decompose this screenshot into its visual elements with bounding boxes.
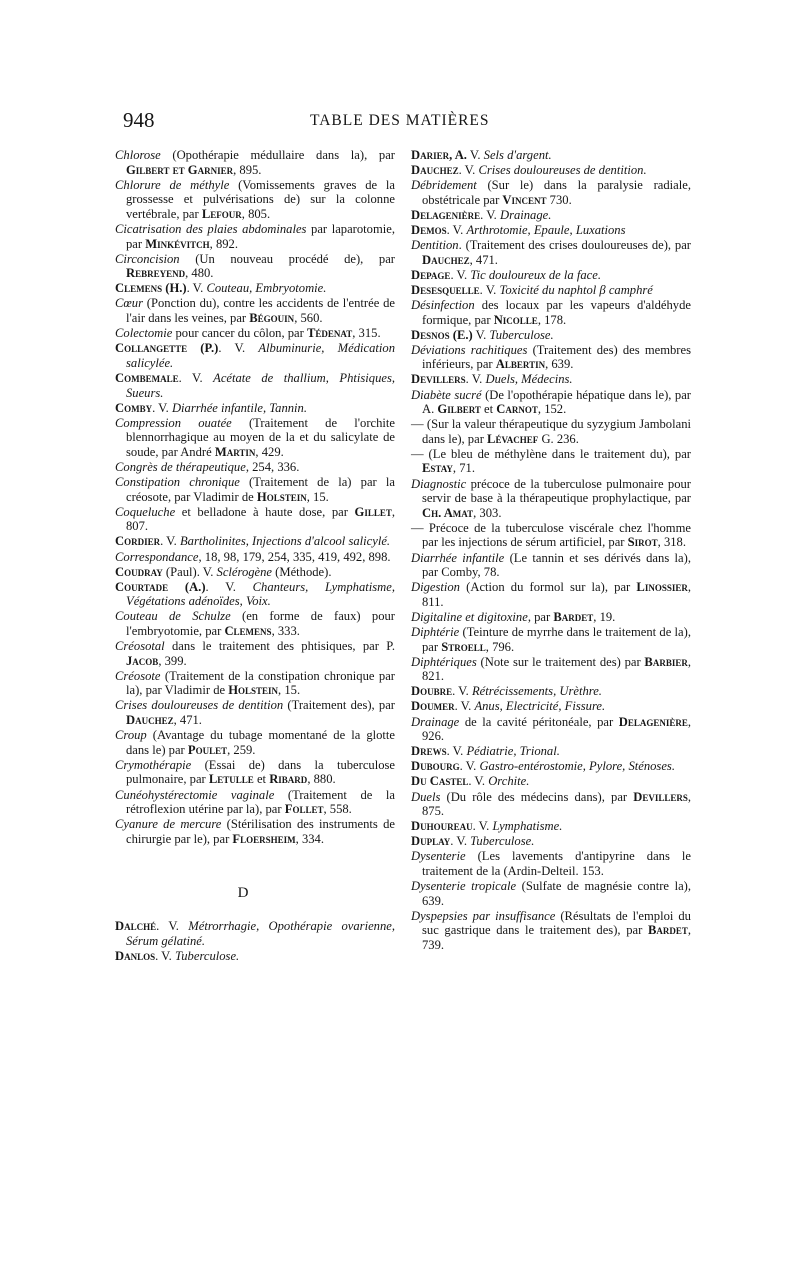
entry-text: . V. (458, 163, 479, 178)
entry-author: Dalché (115, 919, 157, 933)
entries-c (115, 148, 395, 846)
entry-text: . V. (472, 819, 493, 834)
entry-text: , 15. (278, 683, 301, 698)
entry-author: Gilbert (437, 402, 481, 417)
entry-term: Tuberculose. (174, 948, 240, 963)
entry-author: Delagenière (411, 207, 481, 222)
index-entry (115, 341, 395, 370)
index-entry (411, 684, 691, 699)
entry-term: Diarrhée infantile, Tannin. (171, 400, 307, 415)
entry-term: Lymphatisme. (492, 819, 563, 834)
entry-author: Stroell (441, 639, 486, 654)
index-entry (411, 163, 691, 178)
entry-text: , 926. (422, 714, 691, 744)
index-entry (115, 788, 395, 817)
index-entry (411, 551, 691, 580)
entry-author: Follet (284, 802, 324, 817)
index-entry (115, 148, 395, 177)
index-entry (411, 790, 691, 819)
entry-author: Depage (411, 267, 451, 282)
entry-text: . V. (454, 699, 475, 714)
index-entry (115, 728, 395, 757)
entry-text: , 895. (233, 162, 262, 177)
index-entry (411, 715, 691, 744)
entry-term: Tuberculose. (489, 327, 554, 342)
entry-author: Clemens (224, 624, 272, 638)
entry-term: Drainage (411, 714, 460, 729)
entry-term: Créosotal (115, 639, 165, 654)
entry-text: , 811. (422, 580, 691, 609)
entry-author: Lefour (201, 206, 242, 221)
entry-text: , 821. (422, 654, 691, 684)
index-entry (115, 550, 395, 565)
entry-author: Linossier (636, 580, 688, 595)
entry-text: (Action du formol sur la), par (459, 580, 637, 595)
entry-text: , 254, 336. (245, 459, 300, 474)
entry-text: , 471. (173, 713, 202, 728)
index-entry (411, 834, 691, 849)
entry-author: Devillers (411, 372, 466, 387)
entry-text: (Résultats de l'emploi du suc gastrique dans le traitement des), par (422, 908, 691, 938)
entry-text: , 480. (185, 266, 214, 281)
entry-text: , 18, 98, 179, 254, 335, 419, 492, 898. (198, 549, 391, 564)
entry-author: Dauchez (126, 713, 174, 728)
entry-term: Congrès de thérapeutique (115, 459, 246, 474)
entry-author: Combemale (115, 370, 179, 385)
entry-text: (Teinture de myrrhe dans le traitement de la), par (422, 625, 691, 654)
entry-text: (De l'opothérapie hépatique dans le), par A. (422, 387, 691, 417)
entry-text: des locaux par les vapeurs d'aldéhyde formique, par (422, 297, 691, 327)
entry-text: . V. (450, 834, 471, 849)
entry-text: . V. (160, 534, 180, 549)
index-entry (115, 580, 395, 609)
index-entry (411, 759, 691, 774)
entry-term: Duels, Médecins. (485, 372, 573, 387)
index-entry (411, 372, 691, 387)
index-entry (115, 222, 395, 251)
entry-text: . 153. (575, 864, 604, 878)
entry-author: Delagenière (618, 714, 688, 729)
index-entry (115, 669, 395, 698)
entry-author: Desnos (E.) (411, 327, 473, 342)
entry-author: Albertin (495, 357, 546, 372)
entry-term: Colectomie (115, 326, 173, 341)
entry-text: . V. (186, 281, 207, 296)
entry-text: , 19. (593, 609, 616, 624)
entry-text: — (Le bleu de méthylène dans le traitement du), par (411, 446, 691, 461)
entry-author: Letulle (208, 772, 254, 787)
entry-term: Désinfection (411, 297, 475, 312)
entry-text: G. 236. (538, 431, 579, 446)
entry-text: , 875. (422, 789, 691, 819)
entry-text: (Traitement de l'orchite blennorrhagique au moyen de la et du salicylate de soude, par André (126, 415, 395, 459)
entry-text: V. (466, 148, 484, 162)
entry-term: Gastro-entérostomie, Pylore, Sténoses. (479, 759, 675, 774)
index-entry (411, 268, 691, 283)
entry-author: Duhoureau (411, 819, 473, 834)
entry-term: Cicatrisation des plaies abdominales (115, 221, 307, 236)
entry-text: , par (527, 609, 554, 624)
entry-text: , 333. (271, 624, 300, 638)
entry-term: Correspondance (115, 549, 199, 564)
entry-text: (Essai de) dans la tuberculose pulmonaire, par (126, 757, 395, 787)
entry-author: Danlos (115, 948, 156, 963)
entry-term: Chlorose (115, 148, 161, 162)
entry-text: , 152. (537, 402, 567, 417)
index-entry (411, 298, 691, 327)
entry-text: , 334. (295, 831, 324, 846)
entry-text: (Un nouveau procédé de), par (179, 251, 395, 266)
entry-term: Métrorrhagie, Opothérapie ovarienne, Sérum gélatiné. (126, 919, 395, 948)
entry-term: Diphtériques (411, 654, 477, 669)
entry-text: , 880. (307, 772, 336, 787)
entry-text: — Précoce de la tuberculose viscérale chez l'homme par les injections de sérum artificiel, par (411, 520, 691, 550)
entry-text: et (253, 772, 270, 787)
entry-text: (Ponction du), contre les accidents de l'entrée de l'air dans les veines, par (126, 296, 395, 326)
entry-term: Diarrhée infantile (411, 550, 505, 565)
entry-term: Sclérogène (216, 564, 273, 579)
index-entry (411, 909, 691, 953)
index-entry (411, 148, 691, 163)
entry-author: Bégouin (249, 311, 295, 326)
entry-term: Déviations rachitiques (411, 342, 528, 357)
index-entry (115, 326, 395, 341)
entry-text: dans le traitement des phtisiques, par P. (164, 639, 395, 654)
entry-text: (Sur le) dans la paralysie radiale, obstétricale par (422, 178, 691, 207)
entry-term: Anus, Electricité, Fissure. (474, 699, 606, 714)
entry-author: Dauchez (411, 163, 459, 178)
entry-author: Minkévitch (145, 236, 210, 251)
entry-author: Holstein (228, 683, 279, 698)
entry-term: Crises douloureuses de dentition. (478, 163, 647, 178)
index-entry (115, 565, 395, 580)
entry-text: pour cancer du côlon, par (172, 326, 307, 341)
entry-author: Doubre (411, 684, 453, 699)
entry-text: (Méthode). (272, 564, 332, 579)
index-entry (411, 521, 691, 550)
entry-term: Cyanure de mercure (115, 817, 222, 832)
entry-term: Orchite. (488, 774, 530, 789)
index-entry (411, 477, 691, 521)
entry-term: Dyspepsies par insuffisance (411, 908, 556, 923)
entry-term: Constipation chronique (115, 475, 240, 490)
entry-author: Darier, A. (411, 148, 467, 162)
index-entry (115, 534, 395, 549)
entry-text: . V. (156, 919, 189, 933)
entry-term: Cœur (115, 296, 143, 311)
index-entry (411, 774, 691, 789)
entry-term: Crymothérapie (115, 757, 192, 772)
index-entry (115, 949, 395, 964)
index-entry (411, 879, 691, 908)
index-entry (115, 817, 395, 846)
index-entry (115, 371, 395, 400)
entry-text: par laparotomie, par (126, 221, 395, 251)
index-entry (411, 208, 691, 223)
entry-text: 730. (546, 192, 572, 207)
entry-term: Diagnostic (411, 476, 467, 491)
entry-author: Desesquelle (411, 282, 480, 297)
entry-text: , 399. (158, 653, 187, 668)
entry-author: Holstein (256, 489, 307, 504)
entry-text: (Traitement de la rétroflexion utérine par la), par (126, 787, 395, 817)
entry-author: Sirot (627, 535, 658, 550)
entry-author: Floersheim (232, 831, 296, 846)
entry-text: , 303. (473, 505, 502, 520)
left-column (115, 148, 395, 964)
entry-text: , 315. (352, 326, 381, 341)
entry-term: Sels d'argent. (483, 148, 552, 162)
entry-author: Devillers (633, 789, 688, 804)
entry-term: Arthrotomie, Epaule, Luxations (466, 222, 626, 237)
entry-term: Albuminurie, Médication salicylée. (126, 341, 395, 370)
entry-term: Compression ouatée (115, 415, 232, 430)
entry-text: , 318. (657, 535, 686, 550)
entry-term: Couteau de Schulze (115, 609, 231, 624)
entry-term: Digestion (411, 580, 460, 595)
section-letter-d: D (237, 885, 249, 902)
entry-text: . V. (465, 372, 486, 387)
entry-term: Tuberculose. (470, 834, 535, 849)
index-entry (411, 178, 691, 207)
entry-text: — (Sur la valeur thérapeutique du syzygium Jambolani dans le), par (411, 417, 691, 446)
index-entry (411, 655, 691, 684)
entry-text: (Traitement des), par (283, 698, 395, 713)
entry-text: . V. (218, 341, 259, 356)
entry-author: Bardet (647, 923, 688, 938)
entry-text: . V. (468, 774, 489, 789)
entry-term: Couteau, Embryotomie. (206, 281, 327, 296)
index-entry (115, 401, 395, 416)
index-entry (115, 416, 395, 460)
index-entry (115, 919, 395, 948)
entry-text: V. (472, 327, 490, 342)
index-entry (115, 178, 395, 222)
entry-term: Diphtérie (411, 625, 460, 639)
index-entry (411, 447, 691, 476)
entry-text: , 892. (209, 236, 238, 251)
entry-text: (Les lavements d'antipyrine dans le traitement de la (Ardin-Delteil (422, 849, 691, 878)
entry-term: Acétate de thallium, Phtisiques, Sueurs. (126, 370, 396, 400)
index-entry (115, 252, 395, 281)
entry-text: . V. (479, 282, 500, 297)
entry-text: (en forme de faux) pour l'embryotomie, par (126, 609, 395, 638)
entries-d (115, 919, 395, 963)
entries-d-continued (411, 148, 691, 953)
entry-text: . V. (452, 684, 472, 699)
entry-text: (Vomissements graves de la grossesse et pulvérisations de) sur la colonne vertébrale, par (126, 177, 395, 221)
entry-text: (Le tannin et ses dérivés dans la), par Comby, 78. (422, 550, 691, 580)
index-entry (411, 238, 691, 267)
entry-author: Tédenat (307, 326, 353, 341)
entry-author: Gilbert et Garnier (126, 162, 234, 177)
entry-term: Cunéohystérectomie vaginale (115, 787, 275, 802)
entry-author: Vincent (502, 192, 547, 207)
index-entry (115, 296, 395, 325)
entry-author: Coudray (115, 564, 163, 579)
entry-text: , 805. (241, 206, 271, 221)
index-entry (115, 475, 395, 504)
entry-text: précoce de la tuberculose pulmonaire pour servir de base à la thérapeutique prophylactique, par (422, 476, 691, 506)
entry-author: Martin (214, 444, 256, 459)
entry-text: (Sulfate de magnésie contre la), 639. (422, 879, 691, 908)
page-number: 948 (123, 108, 155, 132)
entry-text: , 259. (227, 742, 256, 757)
entry-author: Poulet (187, 742, 228, 757)
entry-term: Toxicité du naphtol β camphré (499, 282, 653, 297)
entry-text: de la cavité péritonéale, par (459, 714, 619, 729)
entry-text: (Traitement de la constipation chronique par la), par Vladimir de (126, 668, 395, 698)
entry-text: , 739. (422, 923, 691, 952)
entry-author: Clemens (H.) (115, 281, 187, 296)
entry-text: et (480, 402, 497, 417)
entry-author: Carnot (496, 402, 538, 417)
entry-text: (Traitement de la) par la créosote, par Vladimir de (126, 475, 395, 504)
index-entry (411, 744, 691, 759)
entry-author: Courtade (A.) (115, 579, 206, 594)
index-entry (115, 609, 395, 638)
entry-text: . V. (178, 370, 214, 385)
index-entry (115, 460, 395, 475)
entry-term: Coqueluche (115, 504, 176, 519)
entry-text: , 639. (545, 357, 574, 372)
entry-text: , 560. (294, 311, 323, 326)
entry-author: Demos (411, 222, 447, 237)
entry-text: . V. (446, 222, 467, 237)
index-entry (411, 328, 691, 343)
entry-term: Pédiatrie, Trional. (466, 744, 560, 759)
entry-term: Diabète sucré (411, 387, 482, 402)
index-entry (411, 819, 691, 834)
entry-term: Dentition (411, 238, 459, 253)
index-entry (115, 281, 395, 296)
entry-author: Du Castel (411, 774, 469, 789)
entry-term: Créosote (115, 668, 161, 683)
entry-text: , 71. (452, 461, 475, 476)
right-column (411, 148, 691, 953)
entry-text: . V. (155, 948, 175, 963)
entry-text: (Stérilisation des instruments de chirurgie par le), par (126, 817, 395, 846)
entry-author: Bardet (553, 609, 594, 624)
index-entry (411, 849, 691, 878)
entry-author: Ch. Amat (422, 505, 474, 520)
index-entry (411, 610, 691, 625)
entry-text: . (Traitement des crises douloureuses de), par (458, 238, 691, 253)
running-title: TABLE DES MATIÈRES (310, 112, 490, 129)
index-entry (115, 505, 395, 534)
entry-author: Ribard (269, 772, 308, 787)
entry-term: Drainage. (499, 207, 552, 222)
entry-text: , 178. (537, 312, 567, 327)
index-entry (411, 625, 691, 654)
entry-text: , 429. (255, 444, 284, 459)
entry-author: Estay (422, 461, 453, 476)
entry-author: Duplay (411, 834, 451, 849)
entry-text: (Avantage du tubage momentané de la glotte dans le) par (126, 728, 395, 757)
entry-author: Nicolle (493, 312, 538, 327)
entry-author: Rebreyend (126, 266, 186, 281)
entry-term: Rétrécissements, Urèthre. (471, 684, 602, 699)
entry-text: . V. (152, 400, 172, 415)
entry-term: Bartholinites, Injections d'alcool salicylé. (179, 534, 391, 549)
entry-text: (Traitement des) des membres inférieurs, par (422, 342, 691, 372)
entry-author: Barbier (644, 654, 688, 669)
entry-text: , 15. (306, 489, 329, 504)
index-entry (411, 223, 691, 238)
entry-text: (Opothérapie médullaire dans la), par (160, 148, 395, 162)
entry-author: Lévachef (487, 431, 539, 446)
index-entry (411, 283, 691, 298)
index-entry (411, 417, 691, 446)
entry-text: (Du rôle des médecins dans), par (440, 789, 634, 804)
entry-author: Gillet (354, 504, 392, 519)
index-entry (411, 699, 691, 714)
entry-term: Duels (411, 789, 441, 804)
entry-term: Crises douloureuses de dentition (115, 698, 284, 713)
entry-text: (Note sur le traitement des) par (476, 654, 645, 669)
entry-text: , 471. (469, 252, 498, 267)
entry-text: . V. (205, 579, 253, 594)
entry-text: . V. (446, 744, 467, 759)
index-entry (411, 388, 691, 417)
entry-text: . V. (480, 207, 500, 222)
entry-term: Croup (115, 728, 147, 743)
index-entry (115, 639, 395, 668)
entry-term: Débridement (411, 178, 477, 193)
index-entry (411, 343, 691, 372)
entry-text: . V. (459, 759, 480, 774)
entry-author: Cordier (115, 534, 161, 549)
entry-term: Dysenterie tropicale (411, 879, 517, 894)
entry-text: (Paul). V. (162, 564, 217, 579)
entry-term: Digitaline et digitoxine (411, 609, 528, 624)
index-entry (411, 580, 691, 609)
entry-term: Chanteurs, Lymphatisme, Végétations adénoïdes, Voix. (126, 579, 395, 609)
entry-text: , 558. (323, 802, 352, 817)
index-entry (115, 698, 395, 727)
entry-term: Tic douloureux de la face. (470, 267, 601, 282)
entry-author: Doumer (411, 699, 455, 714)
entry-text: . V. (450, 267, 471, 282)
entry-author: Jacob (126, 653, 159, 668)
entry-term: Dysenterie (411, 849, 466, 864)
entry-author: Collangette (P.) (115, 341, 219, 356)
entry-author: Dubourg (411, 759, 460, 774)
entry-author: Dauchez (422, 252, 470, 267)
entry-text: , 807. (126, 504, 395, 534)
index-entry (115, 758, 395, 787)
entry-term: Circoncision (115, 251, 180, 266)
entry-author: Comby (115, 400, 153, 415)
entry-author: Drews (411, 744, 447, 759)
entry-term: Chlorure de méthyle (115, 177, 230, 192)
entry-text: et belladone à haute dose, par (175, 504, 355, 519)
entry-text: , 796. (485, 639, 515, 654)
